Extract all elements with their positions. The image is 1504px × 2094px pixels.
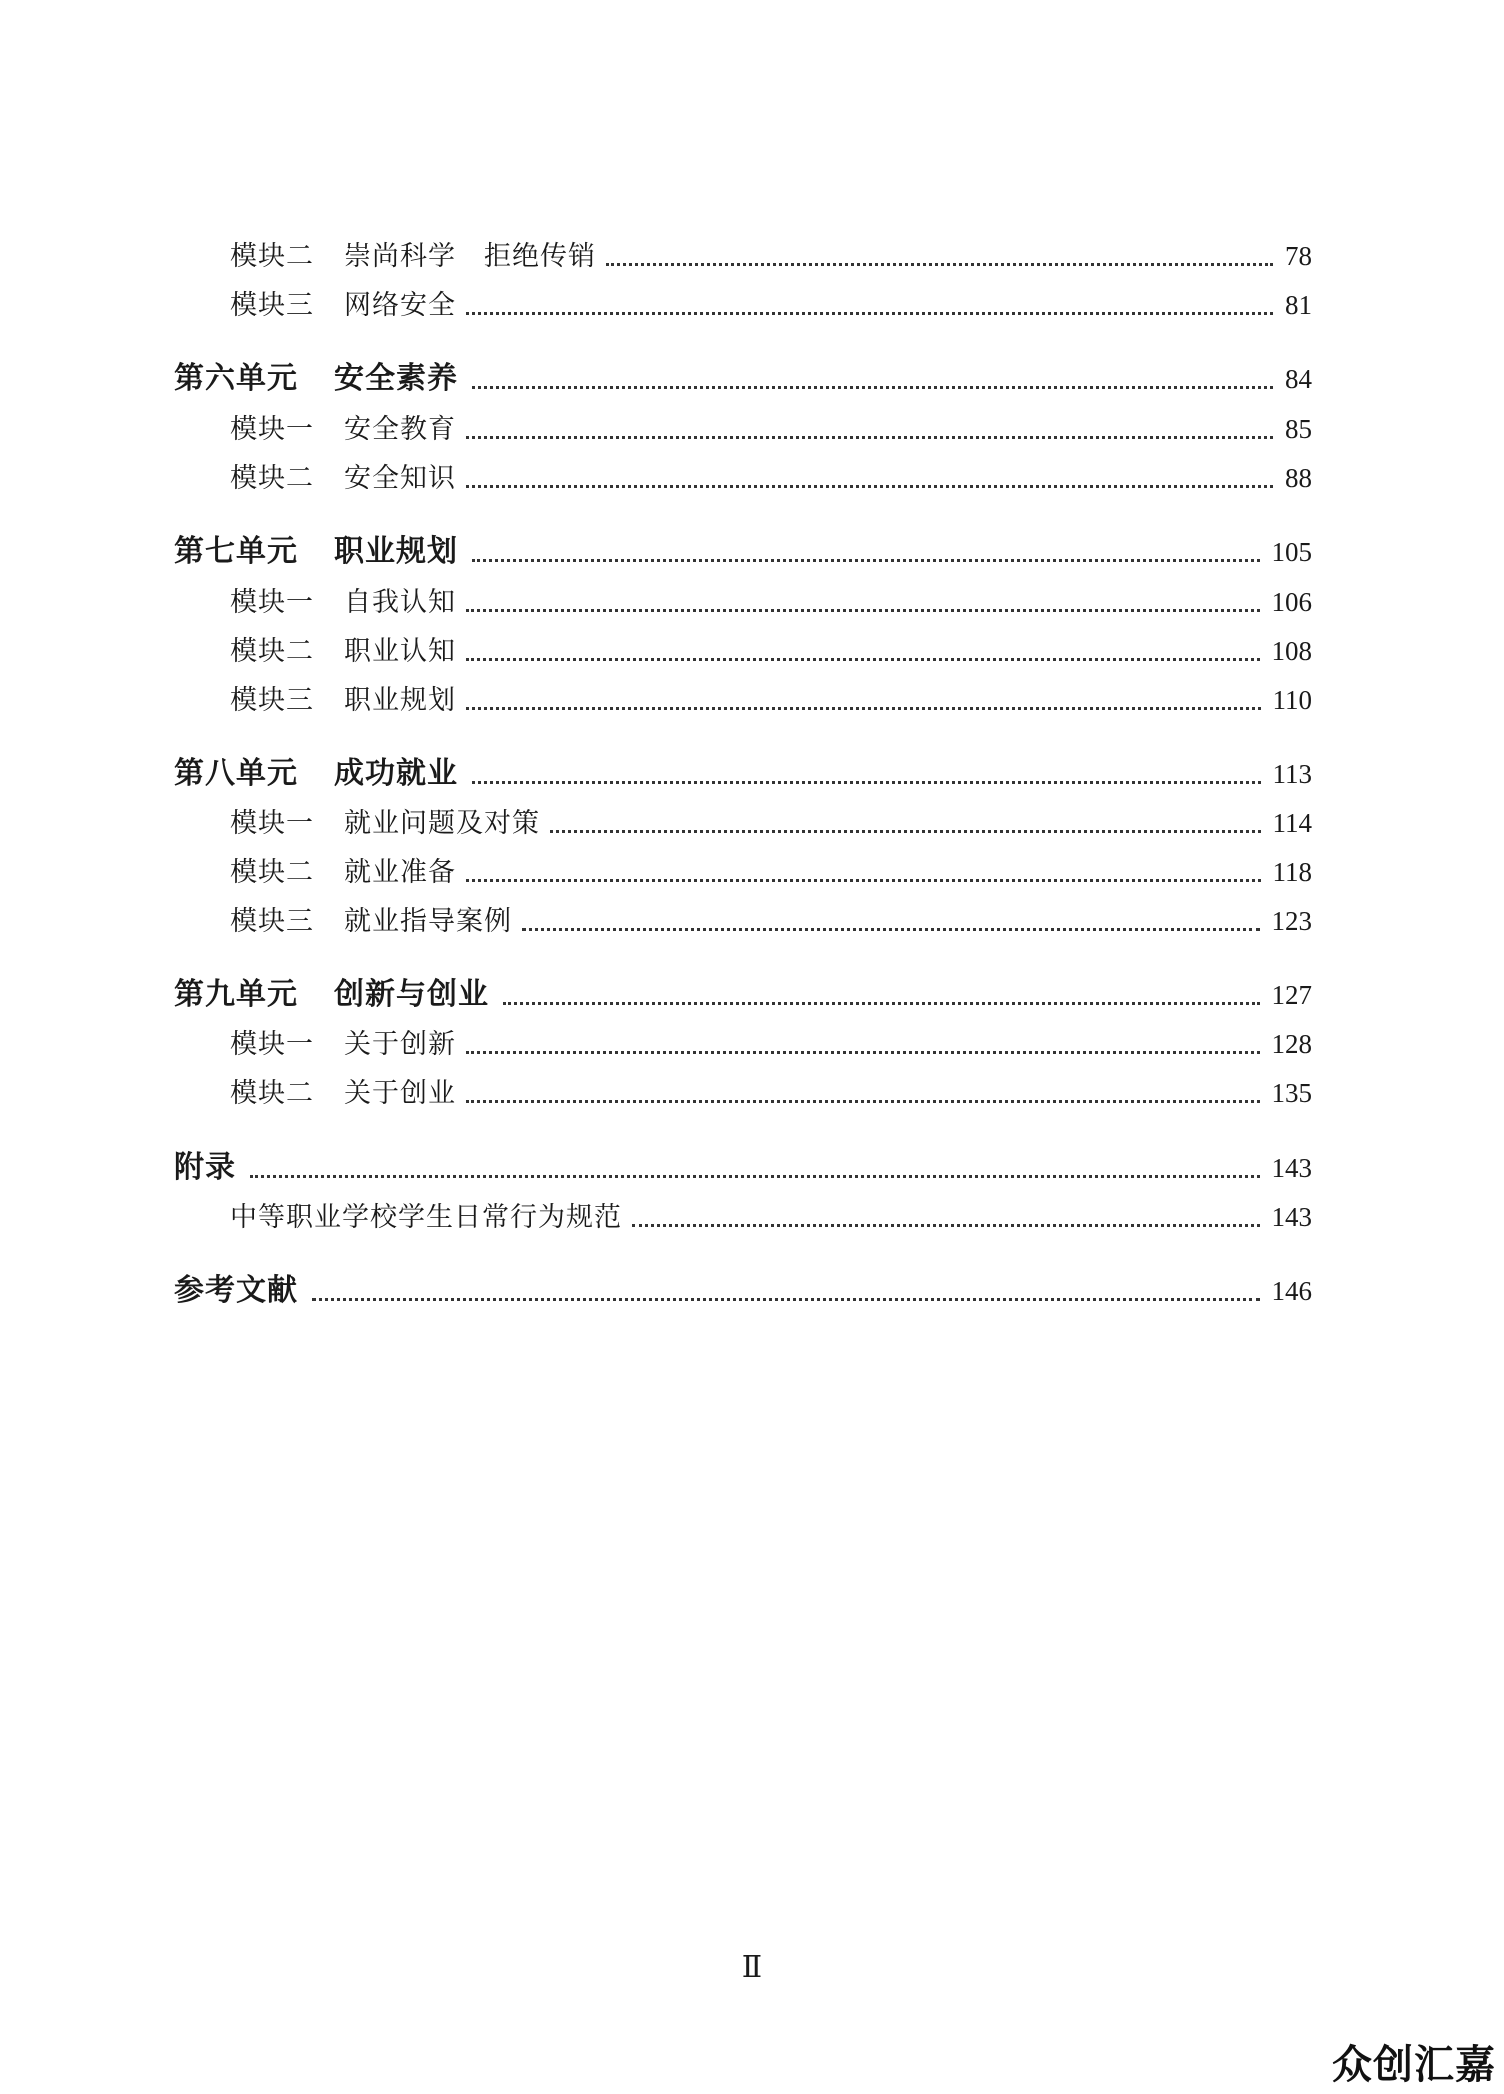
toc-entry-module[interactable] [230,680,1312,720]
toc-entry-module[interactable] [230,409,1312,449]
toc-entry-title: 自我认知 [344,587,456,618]
toc-entry-module[interactable] [230,582,1312,622]
toc-entry-label [230,1025,456,1065]
toc-entry-number: 模块一 [230,1029,314,1060]
toc-entry-title: 成功就业 [334,756,458,791]
toc-entry-label [230,286,456,326]
dot-leader [466,707,1261,710]
toc-entry-label [174,532,458,572]
toc-entry-number: 模块二 [230,1078,314,1109]
dot-leader [466,312,1273,315]
toc-entry-label [230,583,456,623]
dot-leader [312,1298,1260,1301]
toc-entry-title: 安全教育 [344,414,456,445]
toc-entry-title: 网络安全 [344,290,456,321]
dot-leader [466,658,1260,661]
toc-entry-label [230,459,456,499]
toc-entry-page: 106 [1271,587,1312,617]
toc-entry-title: 附录 [174,1150,236,1185]
toc-entry-page: 146 [1271,1276,1312,1306]
toc-entry-module[interactable] [230,852,1312,892]
toc-entry-number: 模块三 [230,685,314,716]
toc-entry-number: 模块一 [230,587,314,618]
dot-leader [466,1051,1260,1054]
toc-entry-module[interactable] [230,285,1312,325]
toc-entry-label [174,975,489,1015]
dot-leader [466,879,1261,882]
toc-entry-label [230,681,456,721]
toc-entry-page: 118 [1272,857,1312,887]
toc-entry-number: 第八单元 [174,756,298,791]
toc-entry-label [230,902,512,942]
toc-entry-label [174,359,458,399]
dot-leader [632,1224,1260,1227]
toc-entry-unit[interactable] [174,532,1312,572]
toc-entry-page: 128 [1271,1029,1312,1059]
toc-entry-title: 参考文献 [174,1273,298,1308]
dot-leader [503,1002,1260,1005]
toc-entry-appendix[interactable] [174,1148,1312,1188]
dot-leader [466,609,1260,612]
toc-entry-module[interactable] [230,236,1312,276]
toc-entry-page: 143 [1271,1202,1312,1232]
toc-entry-number: 第六单元 [174,361,298,396]
toc-entry-title: 安全素养 [334,361,458,396]
toc-entry-page: 113 [1272,759,1312,789]
dot-leader [472,386,1273,389]
toc-entry-page: 143 [1271,1153,1312,1183]
toc-entry-title: 创新与创业 [334,977,489,1012]
toc-entry-label [174,754,458,794]
toc-entry-module[interactable] [230,1197,1312,1237]
toc-entry-unit[interactable] [174,975,1312,1015]
toc-entry-page: 88 [1285,463,1312,493]
toc-entry-module[interactable] [230,901,1312,941]
toc-entry-number: 模块一 [230,414,314,445]
toc-entry-page: 127 [1271,980,1312,1010]
toc-entry-page: 135 [1271,1078,1312,1108]
watermark-logo: 众创汇嘉 [1332,2042,1496,2088]
toc-entry-references[interactable] [174,1271,1312,1311]
toc-entry-page: 108 [1271,636,1312,666]
toc-entry-label [230,853,456,893]
dot-leader [606,263,1273,266]
toc-entry-title: 安全知识 [344,463,456,494]
toc-entry-number: 模块三 [230,290,314,321]
toc-entry-number: 模块三 [230,906,314,937]
toc-entry-module[interactable] [230,1024,1312,1064]
toc-entry-label [230,410,456,450]
toc-entry-title: 关于创业 [344,1078,456,1109]
toc-entry-title: 中等职业学校学生日常行为规范 [230,1202,622,1233]
toc-entry-unit[interactable] [174,754,1312,794]
toc-entry-title: 关于创新 [344,1029,456,1060]
toc-entry-page: 84 [1285,364,1312,394]
toc-entry-module[interactable] [230,631,1312,671]
toc-entry-number: 模块二 [230,241,314,272]
toc-entry-module[interactable] [230,458,1312,498]
toc-entry-label [230,237,596,277]
toc-entry-title: 就业准备 [344,857,456,888]
toc-entry-title: 就业指导案例 [344,906,512,937]
dot-leader [466,1100,1260,1103]
dot-leader [550,830,1261,833]
dot-leader [466,485,1273,488]
toc-entry-title: 职业规划 [344,685,456,716]
toc-entry-label [230,632,456,672]
toc-entry-number: 第七单元 [174,534,298,569]
toc-entry-page: 123 [1271,906,1312,936]
toc-entry-page: 81 [1285,290,1312,320]
dot-leader [522,928,1260,931]
toc-entry-module[interactable] [230,803,1312,843]
toc-entry-unit[interactable] [174,359,1312,399]
toc-entry-title: 职业规划 [334,534,458,569]
toc-entry-number: 模块一 [230,808,314,839]
dot-leader [472,559,1260,562]
toc-entry-page: 85 [1285,414,1312,444]
toc-entry-label [230,1074,456,1114]
toc-entry-number: 模块二 [230,463,314,494]
toc-entry-module[interactable] [230,1073,1312,1113]
toc-entry-number: 第九单元 [174,977,298,1012]
toc-entry-title: 职业认知 [344,636,456,667]
toc-entry-page: 78 [1285,241,1312,271]
page-number: Ⅱ [741,1951,763,1984]
toc-entry-page: 114 [1272,808,1312,838]
toc-entry-title: 崇尚科学 拒绝传销 [344,241,596,272]
toc-entry-page: 110 [1272,685,1312,715]
dot-leader [466,436,1273,439]
dot-leader [250,1175,1260,1178]
toc-entry-number: 模块二 [230,636,314,667]
toc-entry-number: 模块二 [230,857,314,888]
toc-entry-title: 就业问题及对策 [344,808,540,839]
dot-leader [472,781,1261,784]
toc-entry-label [230,804,540,844]
toc-entry-page: 105 [1271,537,1312,567]
